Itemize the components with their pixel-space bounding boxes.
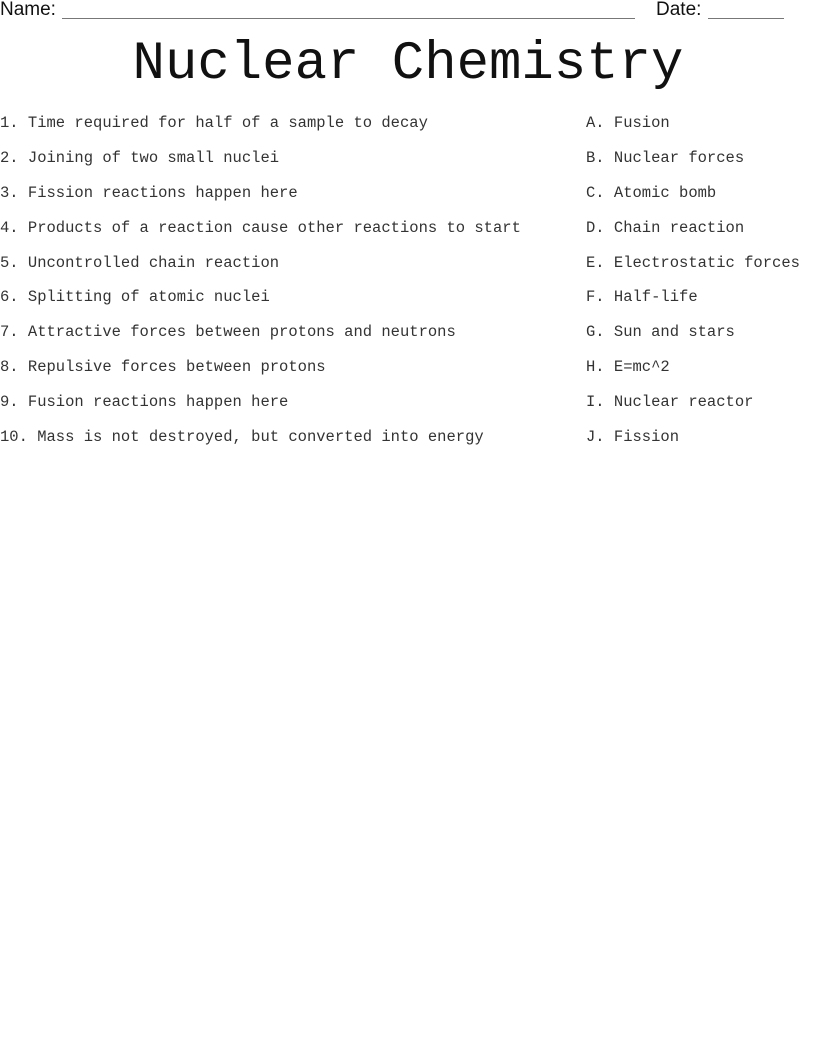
answer-item: F. Half-life: [586, 288, 698, 307]
clue-item: 6. Splitting of atomic nuclei: [0, 288, 270, 307]
clue-item: 9. Fusion reactions happen here: [0, 393, 289, 412]
clue-item: 5. Uncontrolled chain reaction: [0, 253, 280, 272]
answer-item: B. Nuclear forces: [586, 148, 745, 167]
worksheet-header: [0, 0, 816, 22]
clue-item: 4. Products of a reaction cause other reactions to start: [0, 218, 521, 237]
answer-item: D. Chain reaction: [586, 218, 745, 237]
answer-item: C. Atomic bomb: [586, 183, 717, 202]
date-label: Date:: [656, 0, 702, 20]
date-blank-line[interactable]: [708, 18, 784, 19]
clue-item: 3. Fission reactions happen here: [0, 183, 298, 202]
answer-item: A. Fusion: [586, 114, 670, 132]
page-title: Nuclear Chemistry: [132, 34, 684, 95]
clue-list: [0, 113, 560, 462]
clue-item: 8. Repulsive forces between protons: [0, 358, 326, 377]
clue-item: 2. Joining of two small nuclei: [0, 148, 280, 167]
answer-item: G. Sun and stars: [586, 323, 735, 342]
answer-item: E. Electrostatic forces: [586, 253, 800, 272]
answer-item: J. Fission: [586, 428, 680, 447]
answer-item: H. E=mc^2: [586, 358, 670, 377]
clue-item: 7. Attractive forces between protons and neutrons: [0, 323, 456, 342]
name-label: Name:: [0, 0, 56, 20]
answer-list: [586, 113, 816, 462]
answer-item: I. Nuclear reactor: [586, 393, 754, 412]
clue-item: 10. Mass is not destroyed, but converted into energy: [0, 428, 484, 447]
clue-item: 1. Time required for half of a sample to decay: [0, 114, 428, 132]
name-blank-line[interactable]: [62, 18, 635, 19]
